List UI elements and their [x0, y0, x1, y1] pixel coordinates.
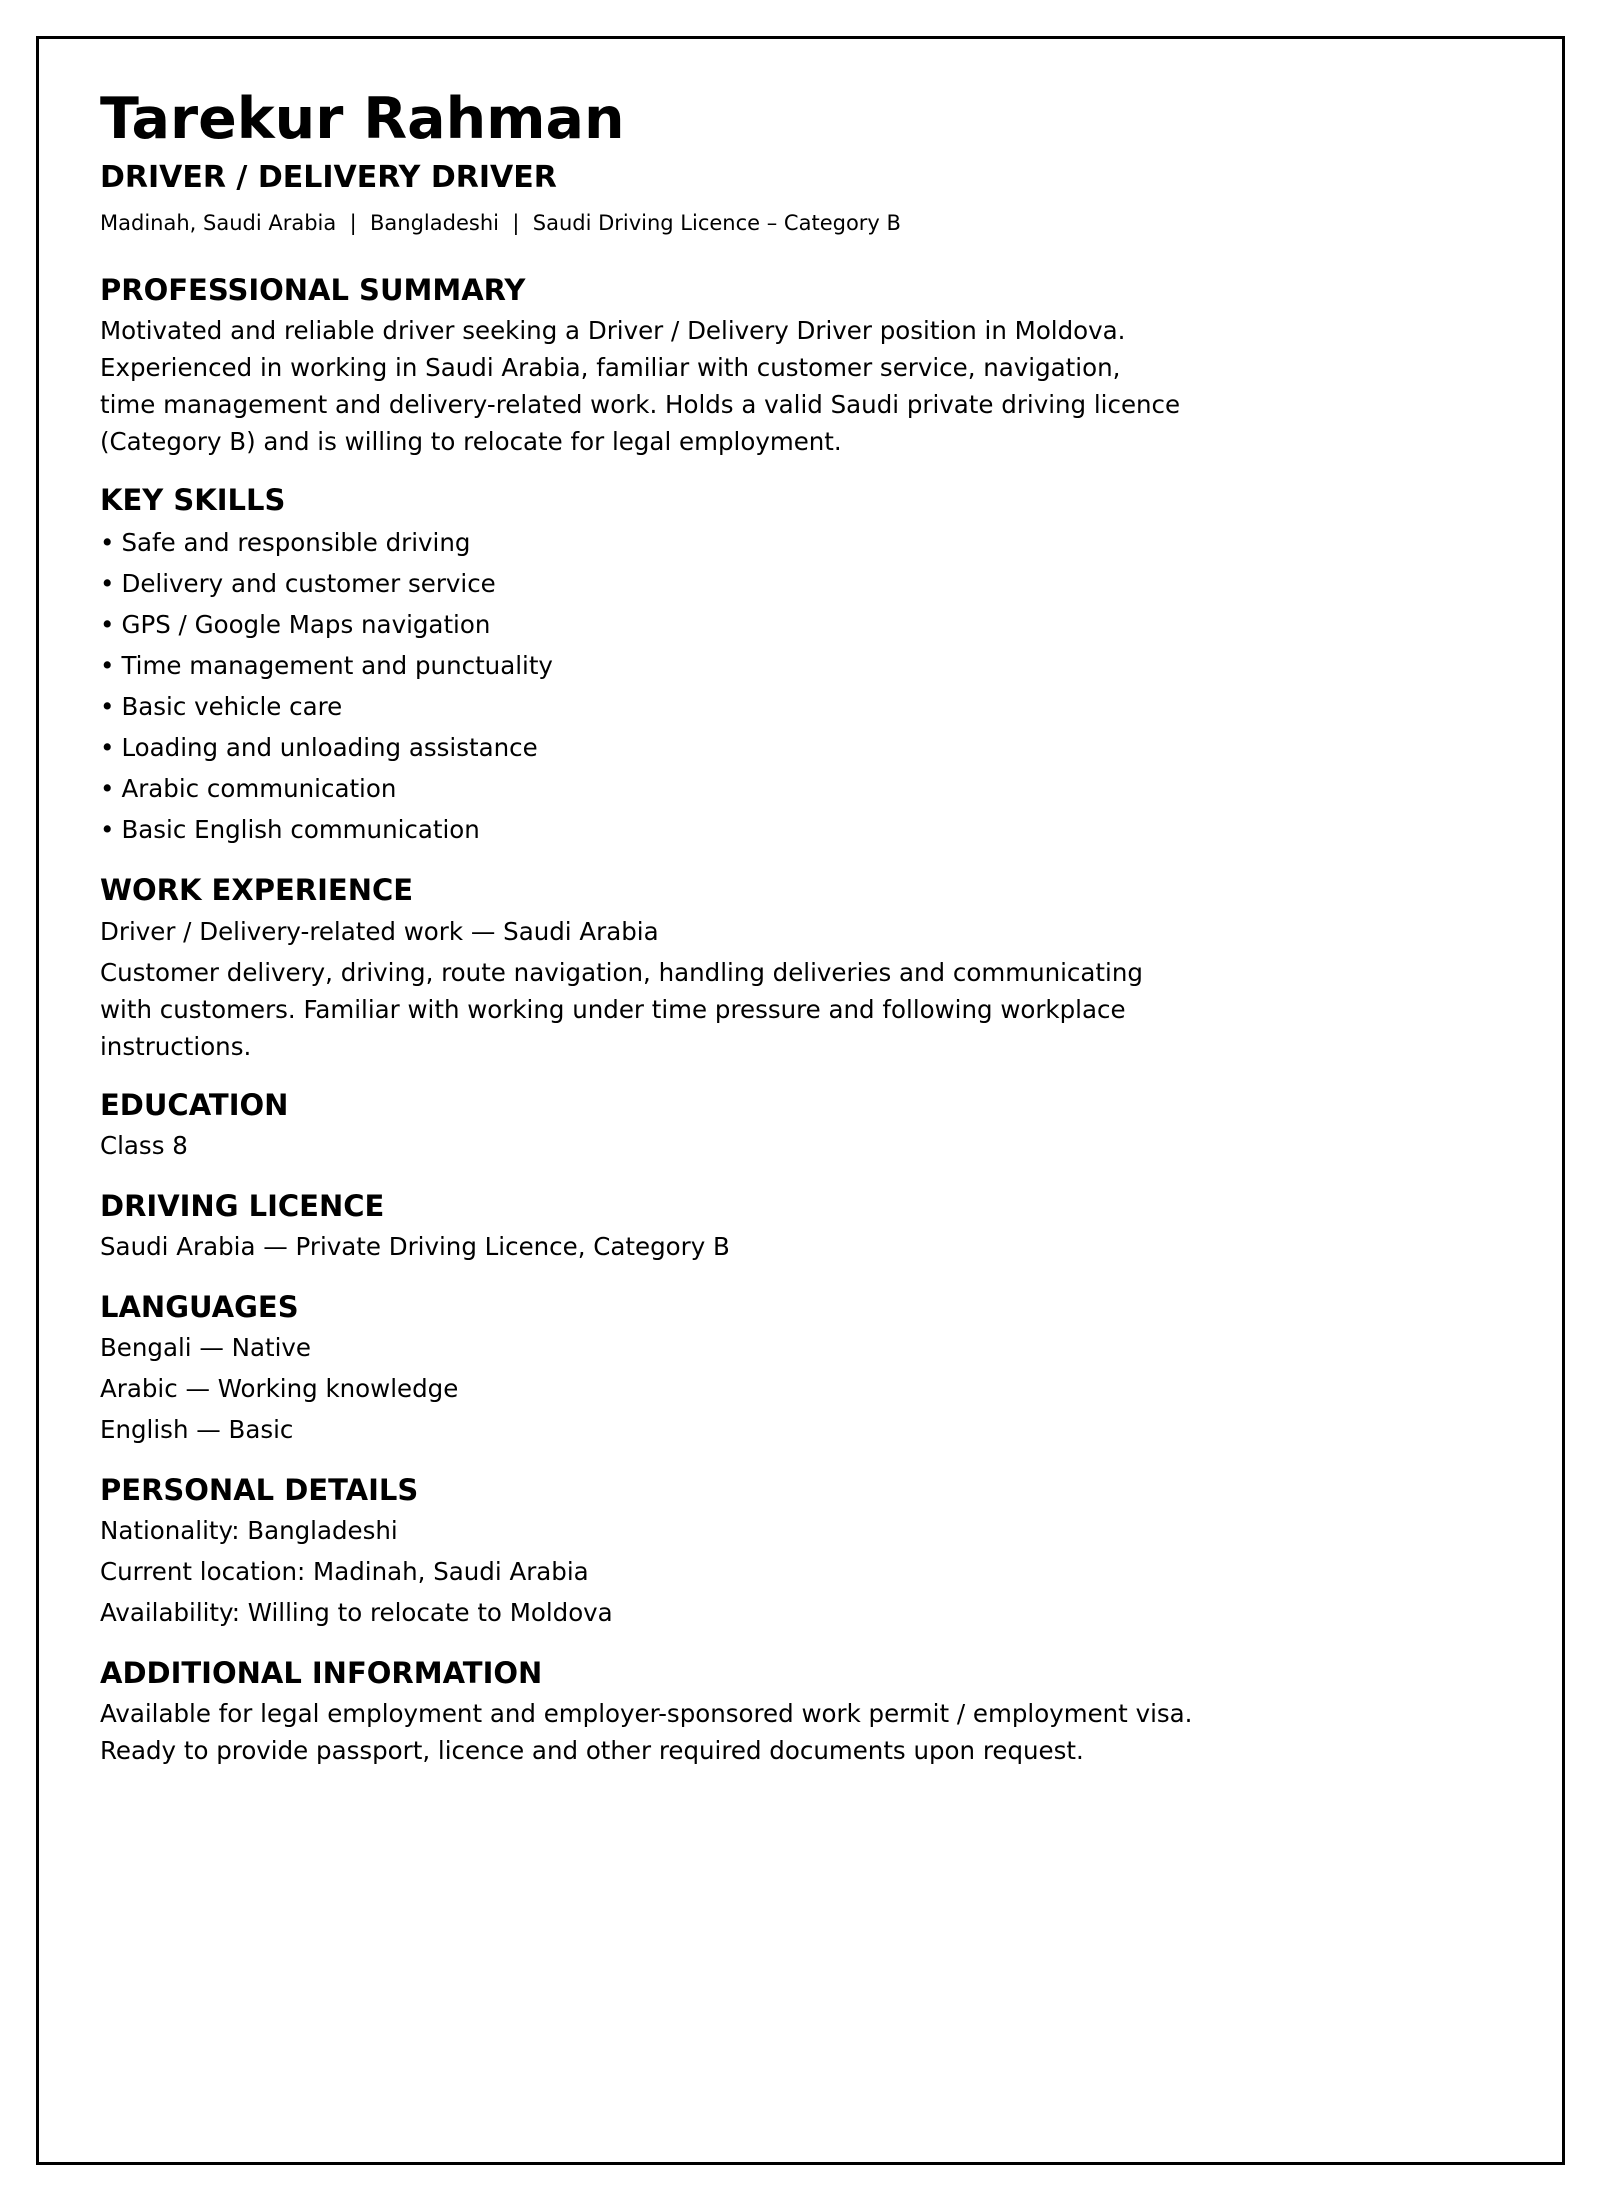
- bullet-icon: •: [100, 815, 115, 844]
- section-title: EDUCATION: [100, 1088, 289, 1122]
- resume: [100, 80, 1400, 1769]
- list-item: [100, 604, 1400, 645]
- section-additional-information: [100, 1653, 1400, 1769]
- section-title: PERSONAL DETAILS: [100, 1473, 419, 1507]
- job-role: DRIVER / DELIVERY DRIVER: [100, 160, 557, 195]
- section-key-skills: [100, 480, 1400, 850]
- section-title: LANGUAGES: [100, 1290, 299, 1324]
- section-education: [100, 1085, 1400, 1166]
- list-item: [100, 686, 1400, 727]
- summary-line: Experienced in working in Saudi Arabia, familiar with customer service, navigation,: [100, 353, 1121, 382]
- bullet-icon: •: [100, 569, 115, 598]
- summary-line: (Category B) and is willing to relocate for legal employment.: [100, 427, 842, 456]
- bullet-icon: •: [100, 692, 115, 721]
- section-title: PROFESSIONAL SUMMARY: [100, 273, 526, 307]
- skill-text: GPS / Google Maps navigation: [121, 610, 491, 639]
- list-item: [100, 727, 1400, 768]
- list-item: [100, 768, 1400, 809]
- section-languages: [100, 1287, 1400, 1450]
- skill-text: Delivery and customer service: [121, 569, 496, 598]
- licence-value: Saudi Arabia — Private Driving Licence, Category B: [100, 1232, 730, 1261]
- skill-text: Time management and punctuality: [121, 651, 553, 680]
- language-item: English — Basic: [100, 1415, 294, 1444]
- contact-line: Madinah, Saudi Arabia | Bangladeshi | Saudi Driving Licence – Category B: [100, 211, 901, 235]
- skill-text: Basic vehicle care: [121, 692, 343, 721]
- skill-text: Arabic communication: [121, 774, 397, 803]
- list-item: [100, 809, 1400, 850]
- section-title: KEY SKILLS: [100, 483, 286, 517]
- experience-line: with customers. Familiar with working under time pressure and following workplace: [100, 995, 1126, 1024]
- section-personal-details: [100, 1470, 1400, 1633]
- job-title: Driver / Delivery-related work — Saudi Arabia: [100, 917, 659, 946]
- experience-line: instructions.: [100, 1032, 252, 1061]
- experience-paragraph: [100, 954, 1400, 1065]
- bullet-icon: •: [100, 774, 115, 803]
- skills-list: [100, 522, 1400, 850]
- section-title: WORK EXPERIENCE: [100, 873, 414, 907]
- bullet-icon: •: [100, 733, 115, 762]
- bullet-icon: •: [100, 651, 115, 680]
- personal-item: Current location: Madinah, Saudi Arabia: [100, 1557, 589, 1586]
- section-work-experience: [100, 870, 1400, 1065]
- additional-line: Ready to provide passport, licence and other required documents upon request.: [100, 1736, 1084, 1765]
- summary-line: Motivated and reliable driver seeking a Driver / Delivery Driver position in Moldova.: [100, 316, 1126, 345]
- personal-item: Availability: Willing to relocate to Moldova: [100, 1598, 613, 1627]
- summary-line: time management and delivery-related work. Holds a valid Saudi private driving licence: [100, 390, 1181, 419]
- resume-header: [100, 80, 1400, 238]
- skill-text: Basic English communication: [121, 815, 480, 844]
- experience-line: Customer delivery, driving, route navigation, handling deliveries and communicating: [100, 958, 1143, 987]
- candidate-name: Tarekur Rahman: [100, 86, 625, 152]
- section-driving-licence: [100, 1186, 1400, 1267]
- section-title: DRIVING LICENCE: [100, 1189, 385, 1223]
- skill-text: Loading and unloading assistance: [121, 733, 538, 762]
- personal-item: Nationality: Bangladeshi: [100, 1516, 398, 1545]
- summary-paragraph: [100, 312, 1400, 460]
- section-professional-summary: [100, 270, 1400, 460]
- list-item: [100, 645, 1400, 686]
- education-value: Class 8: [100, 1131, 188, 1160]
- bullet-icon: •: [100, 610, 115, 639]
- language-item: Bengali — Native: [100, 1333, 311, 1362]
- section-title: ADDITIONAL INFORMATION: [100, 1656, 543, 1690]
- skill-text: Safe and responsible driving: [121, 528, 471, 557]
- list-item: [100, 522, 1400, 563]
- additional-line: Available for legal employment and employer-sponsored work permit / employment visa.: [100, 1699, 1193, 1728]
- list-item: [100, 563, 1400, 604]
- additional-paragraph: [100, 1695, 1400, 1769]
- language-item: Arabic — Working knowledge: [100, 1374, 459, 1403]
- bullet-icon: •: [100, 528, 115, 557]
